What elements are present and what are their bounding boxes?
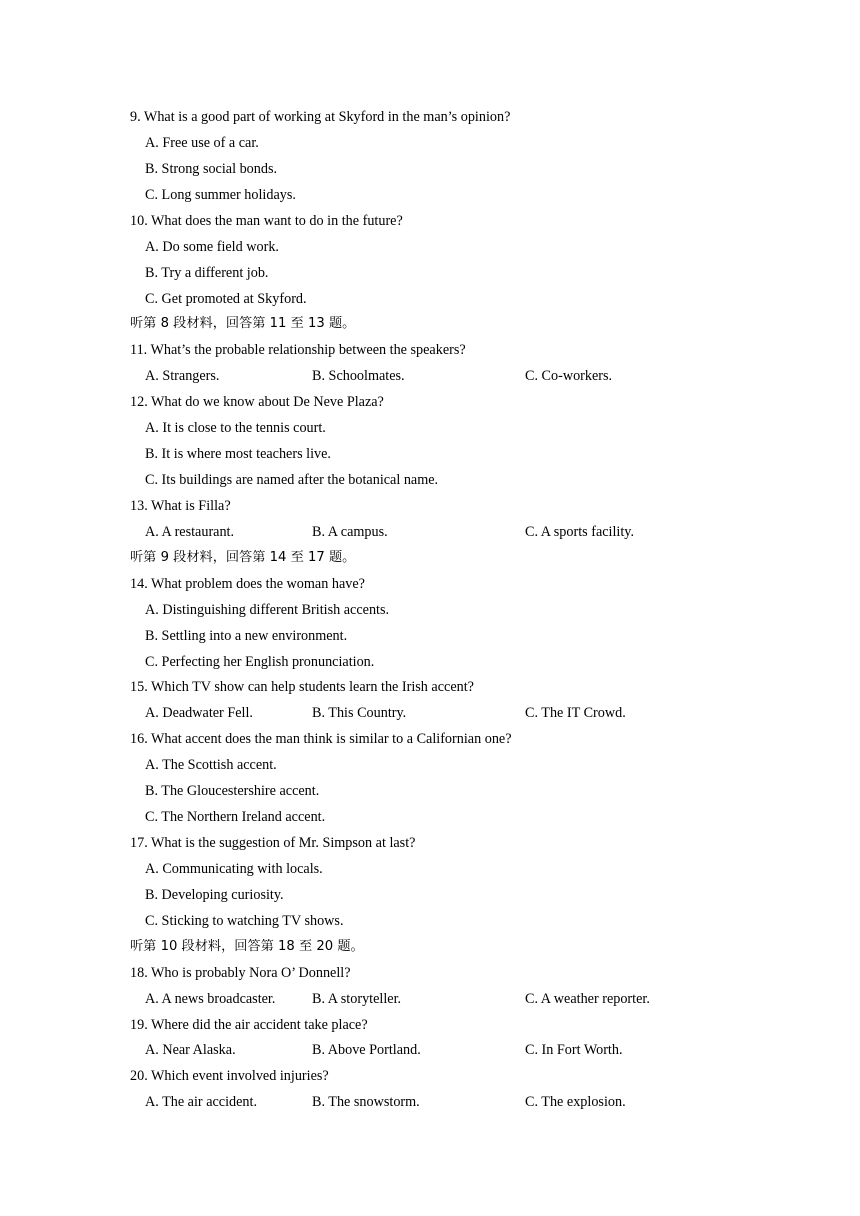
answer-option: C. The explosion. [525, 1094, 626, 1111]
answer-option: A. Communicating with locals. [145, 860, 323, 877]
question-text: 18. Who is probably Nora O’ Donnell? [130, 964, 351, 981]
options-row [0, 519, 860, 545]
option-line [0, 467, 860, 493]
question-line [0, 674, 860, 700]
option-line [0, 441, 860, 467]
option-line [0, 908, 860, 934]
option-line [0, 234, 860, 260]
option-line [0, 130, 860, 156]
question-text: 9. What is a good part of working at Skyford in the man’s opinion? [130, 109, 511, 125]
answer-option: A. It is close to the tennis court. [145, 420, 326, 437]
option-line [0, 882, 860, 908]
answer-option: B. Developing curiosity. [145, 886, 284, 903]
answer-option: B. Above Portland. [312, 1042, 421, 1059]
option-line [0, 182, 860, 208]
answer-option: C. A sports facility. [525, 523, 635, 540]
answer-option: C. The IT Crowd. [525, 705, 626, 722]
options-row [0, 363, 860, 389]
question-text: 17. What is the suggestion of Mr. Simpson at last? [130, 835, 416, 852]
options-row [0, 986, 860, 1012]
option-line [0, 260, 860, 286]
option-line [0, 649, 860, 675]
answer-option: A. Distinguishing different British accents. [145, 601, 390, 618]
option-line [0, 804, 860, 830]
answer-option: C. Get promoted at Skyford. [145, 290, 307, 307]
question-text: 19. Where did the air accident take place? [130, 1016, 368, 1033]
section-instruction: 听第 8 段材料，回答第 11 至 13 题。 [130, 316, 356, 332]
answer-option: A. Near Alaska. [145, 1042, 236, 1059]
option-line [0, 623, 860, 649]
section-instruction: 听第 9 段材料，回答第 14 至 17 题。 [130, 549, 356, 565]
question-line [0, 571, 860, 597]
answer-option: A. Deadwater Fell. [145, 705, 253, 722]
option-line [0, 415, 860, 441]
answer-option: B. Schoolmates. [312, 368, 405, 385]
question-text: 15. Which TV show can help students learn the Irish accent? [130, 679, 474, 696]
answer-option: A. The Scottish accent. [145, 757, 277, 774]
question-text: 10. What does the man want to do in the future? [130, 212, 403, 229]
question-text: 20. Which event involved injuries? [130, 1068, 329, 1085]
answer-option: C. Long summer holidays. [145, 186, 296, 203]
options-row [0, 700, 860, 726]
answer-option: C. Co-workers. [525, 368, 613, 385]
answer-option: A. A news broadcaster. [145, 990, 276, 1007]
question-text: 13. What is Filla? [130, 497, 231, 514]
question-text: 12. What do we know about De Neve Plaza? [130, 394, 384, 411]
question-text: 11. What’s the probable relationship between the speakers? [130, 342, 466, 359]
options-row [0, 1037, 860, 1063]
answer-option: C. Perfecting her English pronunciation. [145, 653, 375, 670]
answer-option: A. Strangers. [145, 368, 220, 385]
answer-option: B. It is where most teachers live. [145, 446, 331, 463]
question-line [0, 726, 860, 752]
question-text: 16. What accent does the man think is similar to a Californian one? [130, 731, 512, 748]
question-line [0, 337, 860, 363]
option-line [0, 856, 860, 882]
question-line [0, 104, 860, 130]
answer-option: A. A restaurant. [145, 523, 235, 540]
question-line [0, 1063, 860, 1089]
question-line [0, 1012, 860, 1038]
question-line [0, 493, 860, 519]
answer-option: B. Settling into a new environment. [145, 627, 348, 644]
question-line [0, 208, 860, 234]
answer-option: A. Do some field work. [145, 238, 279, 255]
answer-option: A. Free use of a car. [145, 134, 259, 151]
section-instruction-line [0, 545, 860, 571]
question-line [0, 960, 860, 986]
answer-option: B. A campus. [312, 523, 388, 540]
answer-option: B. Try a different job. [145, 264, 269, 281]
question-line [0, 830, 860, 856]
answer-option: C. Its buildings are named after the botanical name. [145, 472, 439, 489]
answer-option: B. The snowstorm. [312, 1094, 420, 1111]
answer-option: B. The Gloucestershire accent. [145, 783, 320, 800]
answer-option: C. The Northern Ireland accent. [145, 809, 326, 826]
option-line [0, 156, 860, 182]
option-line [0, 778, 860, 804]
answer-option: C. In Fort Worth. [525, 1042, 623, 1059]
option-line [0, 752, 860, 778]
answer-option: C. A weather reporter. [525, 990, 650, 1007]
question-line [0, 389, 860, 415]
question-text: 14. What problem does the woman have? [130, 575, 365, 592]
answer-option: C. Sticking to watching TV shows. [145, 912, 344, 929]
answer-option: B. A storyteller. [312, 990, 402, 1007]
section-instruction-line [0, 934, 860, 960]
section-instruction: 听第 10 段材料，回答第 18 至 20 题。 [130, 938, 364, 954]
option-line [0, 286, 860, 312]
answer-option: B. Strong social bonds. [145, 160, 278, 177]
options-row [0, 1089, 860, 1115]
answer-option: A. The air accident. [145, 1094, 258, 1111]
option-line [0, 597, 860, 623]
answer-option: B. This Country. [312, 705, 407, 722]
section-instruction-line [0, 311, 860, 337]
